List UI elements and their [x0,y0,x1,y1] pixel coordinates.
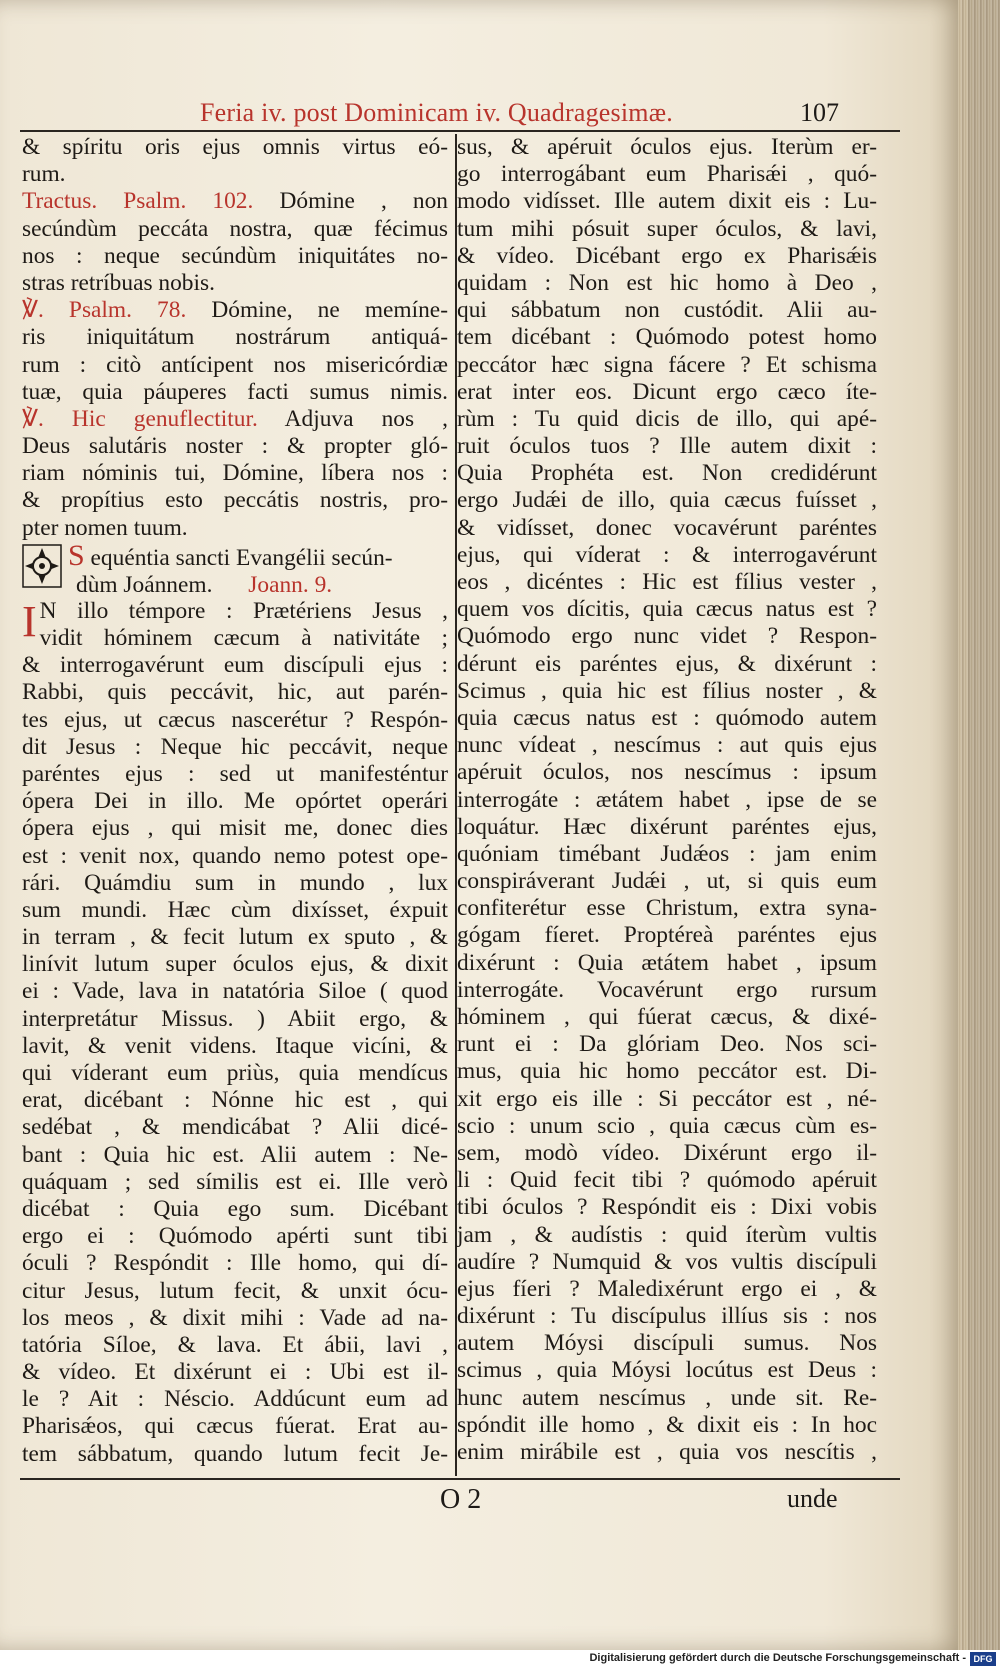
tractus-lines [22,216,448,298]
text-line: qui víderant eum priùs, quia mendícus [22,1060,448,1086]
text-line: scio : unum scio , quia cæcus cùm es- [457,1112,877,1139]
text-line: autem Móysi discípuli sumus. Nos [457,1330,877,1357]
text-line: Rabbi, quis peccávit, hic, aut parén- [22,679,448,706]
text-line: stras retríbuas nobis. [22,269,215,296]
text-line: runt ei : Da glóriam Deo. Nos sci- [457,1031,877,1058]
text-line: & vídeo. Et dixérunt ei : Ubi est il- [22,1359,448,1386]
page-edges [958,0,1000,1650]
dfg-logo: DFG [970,1652,996,1666]
versicle1-lines [22,324,448,406]
text-line: riam nóminis tui, Dómine, líbera nos : [22,460,448,487]
text-line: Quia Prophéta est. Non credidérunt [457,460,877,487]
text-line: ruit óculos tuos ? Ille autem dixit : [457,433,877,460]
text-line: hunc autem nescímus , unde sit. Re- [457,1384,877,1411]
text-line: modo vidísset. Ille autem dixit eis : Lu- [457,188,877,215]
gospel-first-lines [22,598,448,652]
text-line: bant : Quia hic est. Alii autem : Ne- [22,1141,448,1168]
text-line: erat inter eos. Dicunt ergo cæco íte- [457,378,877,405]
text-line: los meos , & dixit mihi : Vade ad na- [22,1304,448,1331]
text-line: & interrogavérunt eum discípuli ejus : [22,652,448,679]
tractus-label: Tractus. Psalm. 102. [22,188,254,215]
versicle1-first: Dómine, ne memíne- [211,297,448,324]
text-line: xit ergo eis ille : Si peccátor est , né- [457,1085,877,1112]
text-line: tatória Síloe, & lava. Et ábii, lavi , [22,1331,448,1358]
text-line: audíre ? Numquid & vos vultis discípuli [457,1248,877,1275]
sequentia-ref: Joann. 9. [248,572,333,599]
text-line: paréntes ejus : sed ut manifesténtur [22,760,448,787]
sequentia-line1: equéntia sancti Evangélii secún- [90,544,393,571]
text-line: dixérunt : Tu discípulus illíus sis : nos [457,1303,877,1330]
text-line: vidit hóminem cæcum à nativitáte ; [39,625,448,651]
sequentia-initial: S [68,538,85,572]
text-line: lavit, & venit videns. Itaque vicíni, & [22,1032,448,1059]
text-line: ei : Vade, lava in natatória Siloe ( quod [22,978,448,1005]
versicle2-first: Adjuva nos , [284,405,448,432]
sequentia-line2: dùm Joánnem. [76,572,213,599]
text-line: tem sábbatum, quando lutum fecit Je- [22,1440,448,1467]
text-line: mus, quia hic homo peccátor est. Di- [457,1058,877,1085]
text-line: ris iniquitátum nostrárum antiquá- [22,324,448,351]
text-line: Quómodo ergo nunc videt ? Respon- [457,623,877,650]
text-line: quia cæcus natus est : quómodo autem [457,704,877,731]
text-line: confiterétur esse Christum, extra syna- [457,895,877,922]
text-line: jam , & audístis : quid íterùm vultis [457,1221,877,1248]
text-line: & propítius esto peccátis nostris, pro- [22,487,448,514]
text-line: tes ejus, ut cæcus nascerétur ? Respón- [22,706,448,733]
text-line: rum. [22,161,66,188]
text-line: sum mundi. Hæc cùm dixísset, éxpuit [22,896,448,923]
text-line: pter nomen tuum. [22,514,188,541]
text-line: ópera ejus , qui misit me, donec dies [22,815,448,842]
text-line: erat, dicébant : Nónne hic est , qui [22,1087,448,1114]
page-header [20,98,960,134]
text-line: óculi ? Respóndit : Ille homo, qui dí- [22,1250,448,1277]
text-line: enim mirábile est , quia vos nescítis , [457,1439,877,1465]
text-line: go interrogábant eum Pharisǽi , quó- [457,161,877,188]
text-line: hóminem , qui fúerat cæcus, & dixé- [457,1004,877,1030]
text-line: citur Jesus, lutum fecit, & unxit ócu- [22,1277,448,1304]
sequentia-heading [22,538,448,599]
catchword: unde [787,1484,838,1513]
text-line: sus, & apéruit óculos ejus. Iterùm er- [457,134,877,160]
gospel-initial: I [22,596,37,646]
text-line: quem vos dícitis, quia cæcus natus est ? [457,596,877,623]
right-column [457,134,877,1466]
text-line: dicébat : Quia ego sum. Dicébant [22,1195,448,1222]
text-line: dixérunt : Quia ætátem habet , ipsum [457,949,877,976]
ornament-icon [22,544,62,588]
text-line: ejus fíeri ? Maledixérunt ergo ei , & [457,1275,877,1302]
text-line: rári. Quámdiu sum in mundo , lux [22,869,448,896]
versicle2-lines [22,433,448,542]
text-line: rùm : Tu quid dicis de illo, qui apé- [457,405,877,432]
right-lines [457,134,877,1466]
left-column [22,134,448,1468]
versicle1-line [22,297,448,324]
text-line: gógam fíeret. Proptéreà paréntes ejus [457,922,877,949]
text-line: ergo ei : Quómodo apérti sunt tibi [22,1223,448,1250]
text-line: tum mihi pósuit super óculos, & lavi, [457,215,877,242]
versicle2-label: ℣. Hic genuflectitur. [22,405,258,432]
text-line: dérunt eis paréntes ejus, & dixérunt : [457,650,877,677]
text-line: interrogáte. Vocavérunt ergo rursum [457,976,877,1003]
gospel-lines [22,652,448,1468]
text-line: li : Quid fecit tibi ? quómodo apéruit [457,1167,877,1194]
text-line: eos , dicéntes : Hic est fílius vester , [457,569,877,595]
text-line: Pharisǽos, qui cæcus fúerat. Erat au- [22,1413,448,1440]
text-line: est : venit nox, quando nemo potest ope- [22,842,448,869]
text-line: interpretátur Missus. ) Abiit ergo, & [22,1005,448,1032]
text-line: peccátor hæc signa fácere ? Et schisma [457,351,877,378]
text-line: sedébat , & mendicábat ? Alii dicé- [22,1114,448,1141]
text-line: linívit lutum super óculos ejus, & dixit [22,951,448,978]
tractus-line [22,188,448,215]
running-head: Feria iv. post Dominicam iv. Quadragesimæ. [200,98,673,127]
text-line: le ? Ait : Néscio. Addúcunt eum ad [22,1386,448,1413]
text-line: & vidísset, donec vocavérunt paréntes [457,514,877,541]
text-line: spóndit ille homo , & dixit eis : In hoc [457,1411,877,1438]
text-line: secúndùm peccáta nostra, quæ fécimus [22,215,448,242]
text-line: nunc vídeat , nescímus : aut quis ejus [457,732,877,759]
text-line: tibi óculos ? Respóndit eis : Dixi vobis [457,1194,877,1221]
text-line: ejus, qui víderat : & interrogavérunt [457,541,877,568]
signature-mark: O 2 [440,1484,482,1515]
footer-rule [20,1478,900,1480]
versicle2-line [22,406,448,433]
text-line: interrogáte : ætátem habet , ipse de se [457,786,877,813]
text-line: & vídeo. Dicébant ergo ex Pharisǽis [457,242,877,269]
text-line: quóniam timébant Judǽos : jam enim [457,840,877,867]
text-line: sem, modò vídeo. Dixérunt ergo il- [457,1139,877,1166]
text-line: N illo témpore : Prætériens Jesus , [39,597,448,624]
text-line: dit Jesus : Neque hic peccávit, neque [22,733,448,760]
text-line: conspiráverant Judǽi , ut, si quis eum [457,868,877,895]
text-line: rum : citò antícipent nos misericórdiæ [22,351,448,378]
left-top-lines [22,134,448,188]
page-number: 107 [800,98,839,127]
text-line: quidam : Non est hic homo à Deo , [457,269,877,296]
tractus-first: Dómine , non [279,188,448,215]
text-line: Scimus , quia hic est fílius noster , & [457,677,877,704]
gospel-opening [22,598,448,652]
text-line: loquátur. Hæc dixérunt paréntes ejus, [457,813,877,840]
text-line: ergo Judǽi de illo, quia cæcus fuísset , [457,487,877,514]
text-line: Deus salutáris noster : & propter gló- [22,433,448,460]
digitization-bar [0,1650,1000,1669]
text-line: nos : neque secúndùm iniquitátes no- [22,242,448,269]
text-line: ópera Dei in illo. Me opórtet operári [22,788,448,815]
text-line: tuæ, quia páuperes facti sumus nimis. [22,378,448,405]
text-line: qui sábbatum non custódit. Alii au- [457,297,877,324]
text-line: scimus , quia Móysi locútus est Deus : [457,1357,877,1384]
text-line: tem dicébant : Quómodo potest homo [457,324,877,351]
versicle1-label: ℣. Psalm. 78. [22,297,187,324]
header-rule [20,130,900,132]
text-line: & spíritu oris ejus omnis virtus eó- [22,134,448,160]
text-line: in terram , & fecit lutum ex sputo , & [22,924,448,951]
text-line: apéruit óculos, nos nescímus : ipsum [457,759,877,786]
text-line: quáquam ; sed símilis est ei. Ille verò [22,1168,448,1195]
digitization-credit: Digitalisierung gefördert durch die Deutsche Forschungsgemeinschaft - [589,1652,966,1664]
